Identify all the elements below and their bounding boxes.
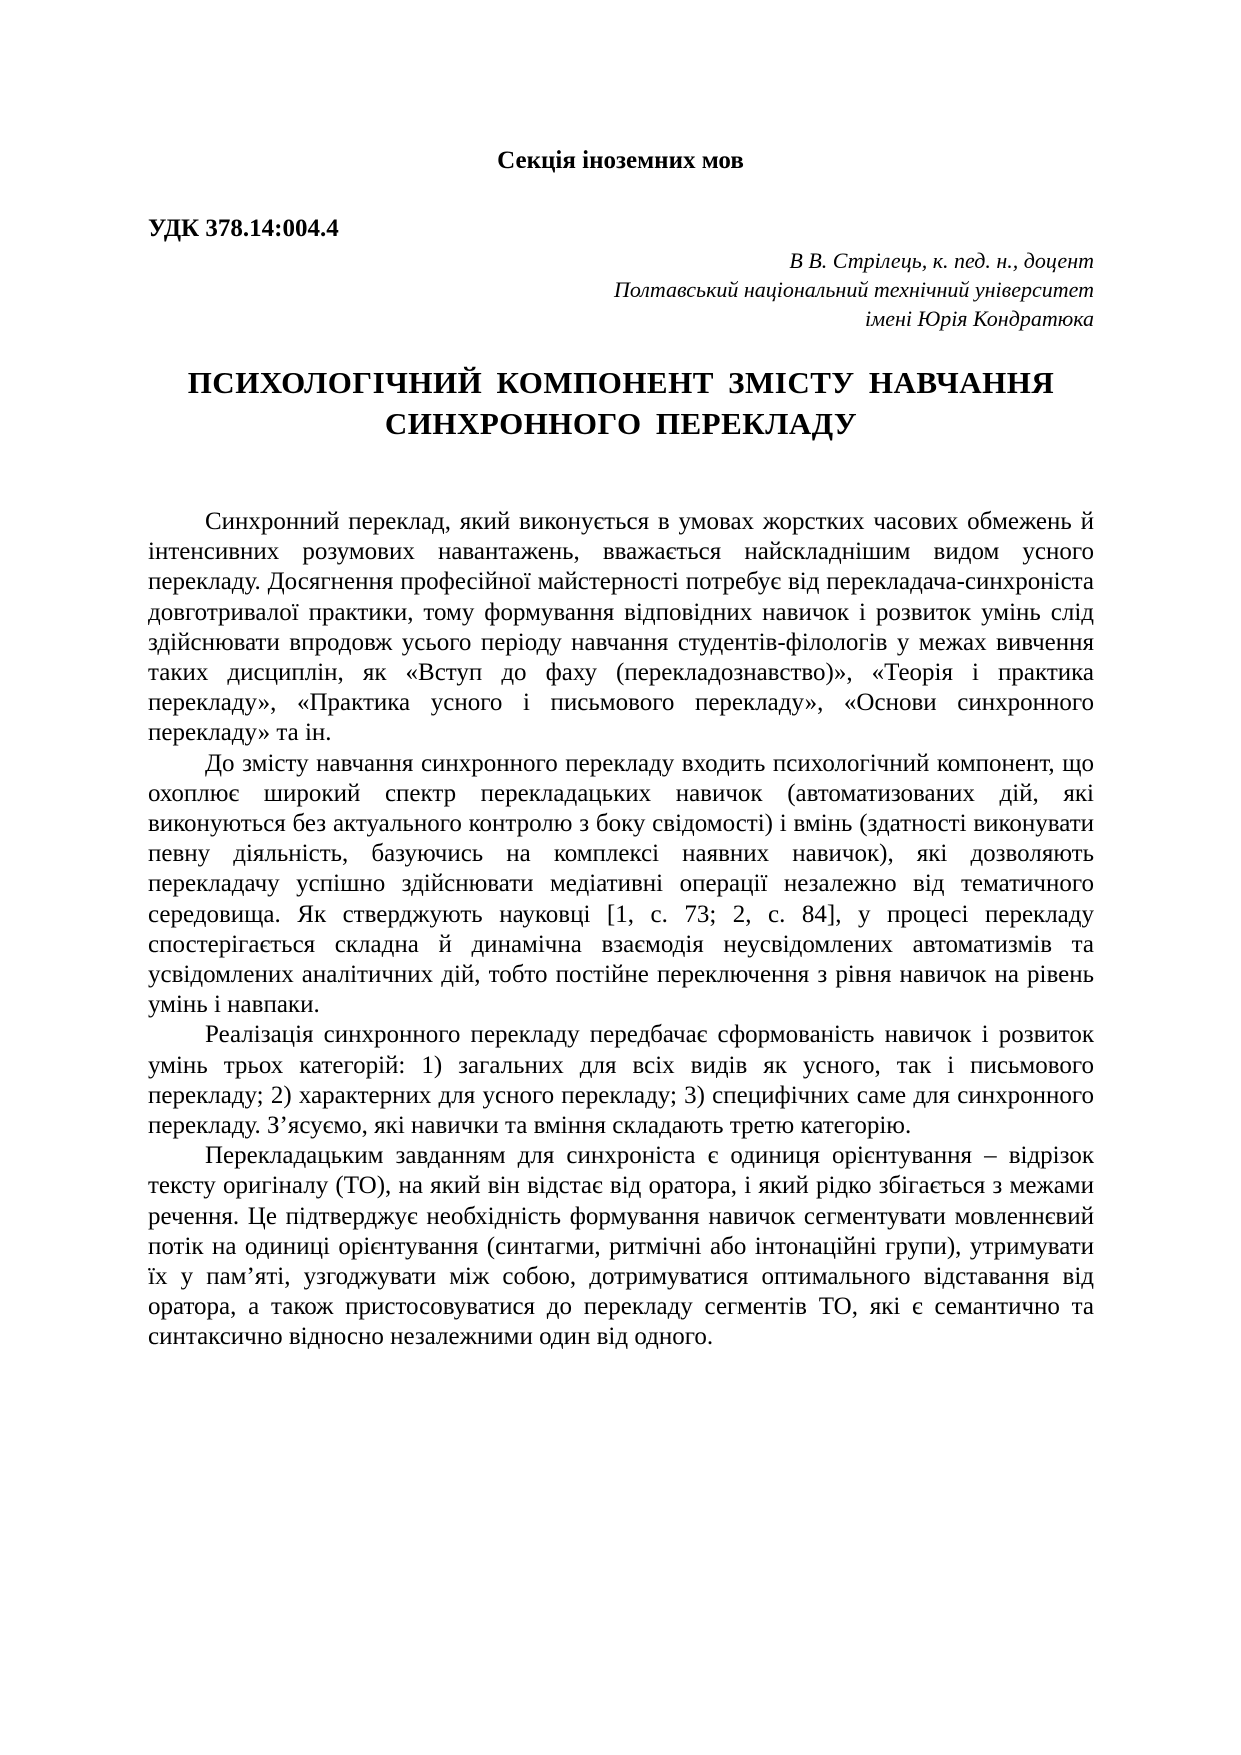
udc-code: УДК 378.14:004.4 xyxy=(148,215,339,242)
paper-title-line-2: СИНХРОННОГО ПЕРЕКЛАДУ xyxy=(384,406,858,441)
paper-title-line-1: ПСИХОЛОГІЧНИЙ КОМПОНЕНТ ЗМІСТУ НАВЧАННЯ xyxy=(187,365,1055,400)
author-affiliation: Полтавський національний технічний університет xyxy=(613,277,1094,302)
body-paragraph-1: Синхронний переклад, який виконується в умовах жорстких часових обмежень й інтенсивних розумових навантажень, вважається найскладнішим видом усного перекладу. Досягнення професійної майстерності потребує від перекладача-синхроніста довготривалої практики, тому формування відповідних навичок і розвиток умінь слід здійснювати впродовж усього періоду навчання студентів-філологів у межах вивчення таких дисциплін, як «Вступ до фаху (перекладознавство)», «Теорія і практика перекладу», «Практика усного і письмового перекладу», «Основи синхронного перекладу» та ін. xyxy=(148,508,1094,747)
paper-title xyxy=(148,362,1094,444)
body-paragraph-3: Реалізація синхронного перекладу передбачає сформованість навичок і розвиток умінь трьох категорій: 1) загальних для всіх видів як усного, так і письмового перекладу; 2) характерних для усного перекладу; 3) специфічних саме для синхронного перекладу. З’ясуємо, які навички та вміння складають третю категорію. xyxy=(148,1021,1094,1140)
body-paragraph-4: Перекладацьким завданням для синхроніста є одиниця орієнтування – відрізок тексту оригіналу (ТО), на який він відстає від оратора, і який рідко збігається з межами речення. Це підтверджує необхідність формування навичок сегментувати мовленнєвий потік на одиниці орієнтування (синтагми, ритмічні або інтонаційні групи), утримувати їх у пам’яті, узгоджувати між собою, дотримуватися оптимального відставання від оратора, а також пристосовуватися до перекладу сегментів ТО, які є семантично та синтаксично відносно незалежними один від одного. xyxy=(148,1142,1094,1351)
author-affiliation-name: імені Юрія Кондратюка xyxy=(865,306,1094,331)
author-info xyxy=(614,246,1094,333)
paper-body xyxy=(148,507,1094,1353)
author-name: В В. Стрілець, к. пед. н., доцент xyxy=(789,248,1094,273)
body-paragraph-2: До змісту навчання синхронного перекладу входить психологічний компонент, що охоплює широкий спектр перекладацьких навичок (автоматизованих дій, які виконуються без актуального контролю з боку свідомості) і вмінь (здатності виконувати певну діяльність, базуючись на комплексі наявних навичок), які дозволяють перекладачу успішно здійснювати медіативні операції незалежно від тематичного середовища. Як стверджують науковці [1, с. 73; 2, с. 84], у процесі перекладу спостерігається складна й динамічна взаємодія неусвідомлених автоматизмів та усвідомлених аналітичних дій, тобто постійне переключення з рівня навичок на рівень умінь і навпаки. xyxy=(148,749,1094,1019)
section-heading: Секція іноземних мов xyxy=(497,147,744,174)
